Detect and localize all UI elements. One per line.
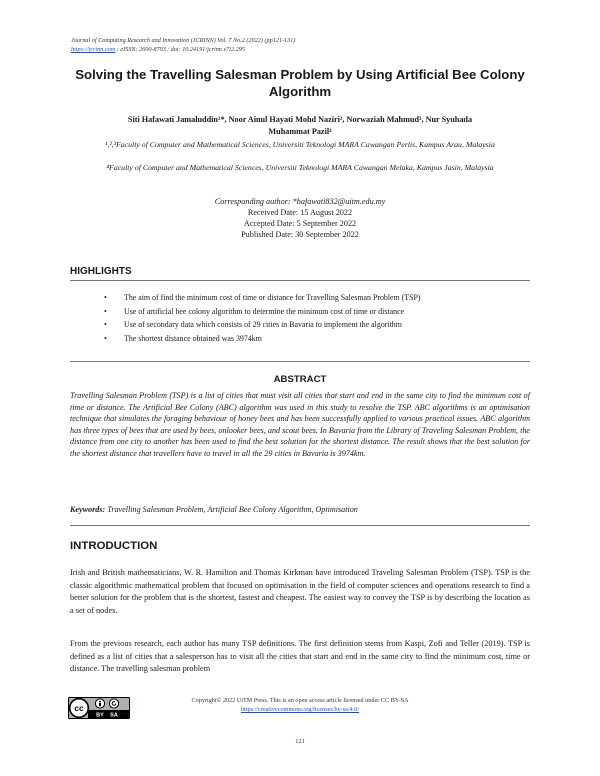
- sa-label: SA: [110, 712, 118, 719]
- highlights-bottom-rule: [70, 361, 530, 362]
- keywords-line: [70, 504, 530, 515]
- author-list: [70, 114, 530, 138]
- cc-icon: cc: [74, 703, 84, 713]
- journal-header: [71, 36, 295, 54]
- abstract-text: Travelling Salesman Problem (TSP) is a list of cities that must visit all cities that start and end in the same city to find the minimum cost of time or distance. The Artificial Bee Colony (ABC) algorithm was used in this study to resolve the TSP. ABC algorithms is an optimisation technique that simulates the foraging behaviour of honey bees and has been successfully applied to various practical issues. ABC algorithm has three types of bees that are used by bees, onlooker bees, and scout bees. In Bavaria from the Library of Traveling Salesman Problem, the distance from one city to another has been used to find the best solution for the shortest distance. The result shows that the best solution for the shortest distance that travellers have to travel in all the 29 cities in Bavaria is 3974km.: [70, 391, 530, 458]
- highlight-item: • Use of secondary data which consists of 29 cities in Bavaria to implement the algorithm: [104, 318, 524, 332]
- highlight-item: • The shortest distance obtained was 3974km: [104, 332, 524, 346]
- published-date: Published Date: 30 September 2022: [241, 230, 359, 239]
- journal-url-link[interactable]: https://jcrinn.com: [71, 46, 116, 53]
- introduction-paragraph-2: From the previous research, each author has many TSP definitions. The first definition stems from Kaspi, Zofi and Teller (2019). TSP is defined as a list of cities that a salesperson has to visit all the cities that start and end in the same city to find the minimum cost, time or distance. The travelling salesman problem: [70, 639, 530, 674]
- journal-ids-line: [71, 45, 295, 54]
- article-dates: [70, 196, 530, 240]
- author-line-2: Muhammat Pazil⁴: [268, 127, 332, 136]
- received-date: Received Date: 15 August 2022: [247, 208, 353, 217]
- affiliation-1: ¹,²,³Faculty of Computer and Mathematical Sciences, Universiti Teknologi MARA Cawangan Perlis, Kampus Arau, Malaysia: [105, 140, 495, 149]
- introduction-heading: INTRODUCTION: [70, 540, 158, 552]
- footer-license: [0, 696, 600, 714]
- keywords-bottom-rule: [70, 525, 530, 526]
- corresponding-author: Corresponding author: *hafawati832@uitm.edu.my: [214, 197, 386, 206]
- copyright-text: Copyright© 2022 UiTM Press. This is an open access article licensed under CC BY-SA: [191, 697, 409, 704]
- keywords-value: Travelling Salesman Problem, Artificial Bee Colony Algorithm, Optimisation: [107, 505, 358, 514]
- author-line-1: Siti Hafawati Jamaluddin¹*, Noor Ainul Hayati Mohd Naziri², Norwaziah Mahmud³, Nur Syuhada: [127, 115, 473, 124]
- highlights-heading: HIGHLIGHTS: [70, 266, 132, 277]
- highlights-list: [104, 291, 524, 345]
- keywords-label: Keywords:: [70, 505, 106, 514]
- license-link[interactable]: https://creativecommons.org/licenses/by-sa/4.0/: [240, 706, 360, 713]
- page-number: 121: [295, 738, 305, 745]
- highlight-item: • Use of artificial bee colony algorithm to determine the minimum cost of time or distance: [104, 305, 524, 319]
- affiliation-2: ⁴Faculty of Computer and Mathematical Sciences, Universiti Teknologi MARA Cawangan Melaka, Kampus Jasin, Malaysia: [106, 163, 494, 172]
- introduction-paragraph-1: Irish and British mathematicians, W. R. Hamilton and Thomas Kirkman have introduced Traveling Salesman Problem (TSP). TSP is the classic algorithmic mathematical problem that focused on optimisation in the field of computer sciences and operations research to find a better solution for the problem that is the shortest, fastest and cheapest. The easiest way to convey the TSP is by describing the location as a set of nodes.: [70, 568, 530, 616]
- journal-citation: Journal of Computing Research and Innovation (JCRINN) Vol. 7 No.2 (2022) (pp121-131): [71, 37, 296, 44]
- journal-ids: : eISSN: 2600-8793 / doi: 10.24191/jcrinn.v7i2.295: [115, 46, 245, 53]
- accepted-date: Accepted Date: 5 September 2022: [243, 219, 357, 228]
- highlight-item: • The aim of find the minimum cost of time or distance for Travelling Salesman Problem (TSP): [104, 291, 524, 305]
- by-label: BY: [96, 712, 104, 719]
- abstract-heading: ABSTRACT: [273, 374, 327, 385]
- paper-title: Solving the Travelling Salesman Problem by Using Artificial Bee Colony Algorithm: [75, 67, 525, 99]
- highlights-top-rule: [70, 280, 530, 281]
